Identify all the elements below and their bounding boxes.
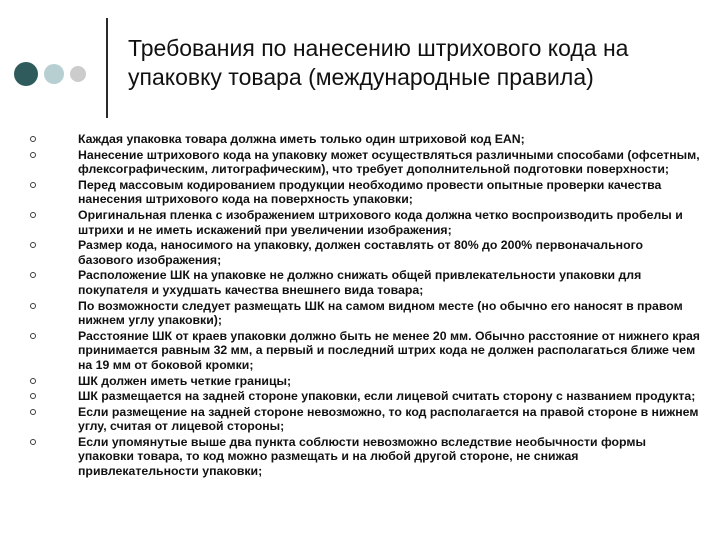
slide-title: Требования по нанесению штрихового кода на упаковку товара (международные правила) (128, 35, 629, 90)
bullet-circle-icon (30, 212, 36, 218)
bullet-item (26, 405, 700, 434)
bullet-text: ШК размещается на задней стороне упаковки, если лицевой считать сторону с названием продукта; (78, 389, 696, 404)
bullet-item (26, 329, 700, 373)
bullet-text: Расположение ШК на упаковке не должно снижать общей привлекательности упаковки для покупателя и ухудшать качества внешнего вида товара; (78, 268, 642, 297)
bullet-circle-icon (30, 136, 36, 142)
bullet-circle-icon (30, 378, 36, 384)
bullet-circle-icon (30, 393, 36, 399)
bullet-item (26, 299, 700, 328)
bullet-text: Размер кода, наносимого на упаковку, должен составлять от 80% до 200% первоначального базового изображения; (78, 238, 644, 267)
bullet-text: Нанесение штрихового кода на упаковку может осуществляться различными способами (офсетным, флексографическим, литографическим), что требует дополнительной подготовки поверхности; (78, 147, 700, 177)
bullet-text: Каждая упаковка товара должна иметь только один штриховой код EAN; (78, 132, 525, 146)
bullet-list (26, 132, 700, 480)
bullet-item (26, 148, 700, 177)
bullet-circle-icon (30, 333, 36, 339)
bullet-text: Если размещение на задней стороне невозможно, то код располагается на правой стороне в нижнем углу, считая от лицевой стороны; (78, 404, 699, 434)
bullet-item (26, 374, 700, 389)
bullet-item (26, 268, 700, 297)
bullet-item (26, 389, 700, 404)
bullet-circle-icon (30, 439, 36, 445)
bullet-text: Перед массовым кодированием продукции необходимо провести опытные проверки качества нанесения штрихового кода на поверхность упаковки; (78, 177, 662, 207)
dark-dot-shape (14, 62, 38, 86)
bullet-text: ШК должен иметь четкие границы; (78, 373, 292, 388)
bullet-circle-icon (30, 303, 36, 309)
bullet-text: По возможности следует размещать ШК на самом видном месте (но обычно его наносят в правом нижнем углу упаковки); (78, 298, 683, 328)
bullet-circle-icon (30, 409, 36, 415)
light-teal-dot-shape (44, 64, 64, 84)
bullet-item (26, 178, 700, 207)
bullet-circle-icon (30, 272, 36, 278)
title-divider-line (106, 18, 108, 118)
bullet-item (26, 208, 700, 237)
bullet-item (26, 238, 700, 267)
bullet-item (26, 132, 700, 147)
bullet-item (26, 435, 700, 479)
bullet-text: Расстояние ШК от краев упаковки должно быть не менее 20 мм. Обычно расстояние от нижнего края принимается равным 32 мм, а первый и последний штрих кода не должен располагаться ближе чем на 19 мм от боковой кромки; (78, 328, 700, 372)
bullet-text: Оригинальная пленка с изображением штрихового кода должна четко воспроизводить пробелы и штрихи и не иметь искажений при увеличении изображения; (78, 207, 683, 237)
bullet-circle-icon (30, 182, 36, 188)
bullet-text: Если упомянутые выше два пункта соблюсти невозможно вследствие необычности формы упаковки товара, то код можно размещать и на любой другой стороне, не снижая привлекательности упаковки; (78, 434, 647, 479)
bullet-circle-icon (30, 152, 36, 158)
bullet-circle-icon (30, 242, 36, 248)
grey-dot-shape (70, 66, 86, 82)
